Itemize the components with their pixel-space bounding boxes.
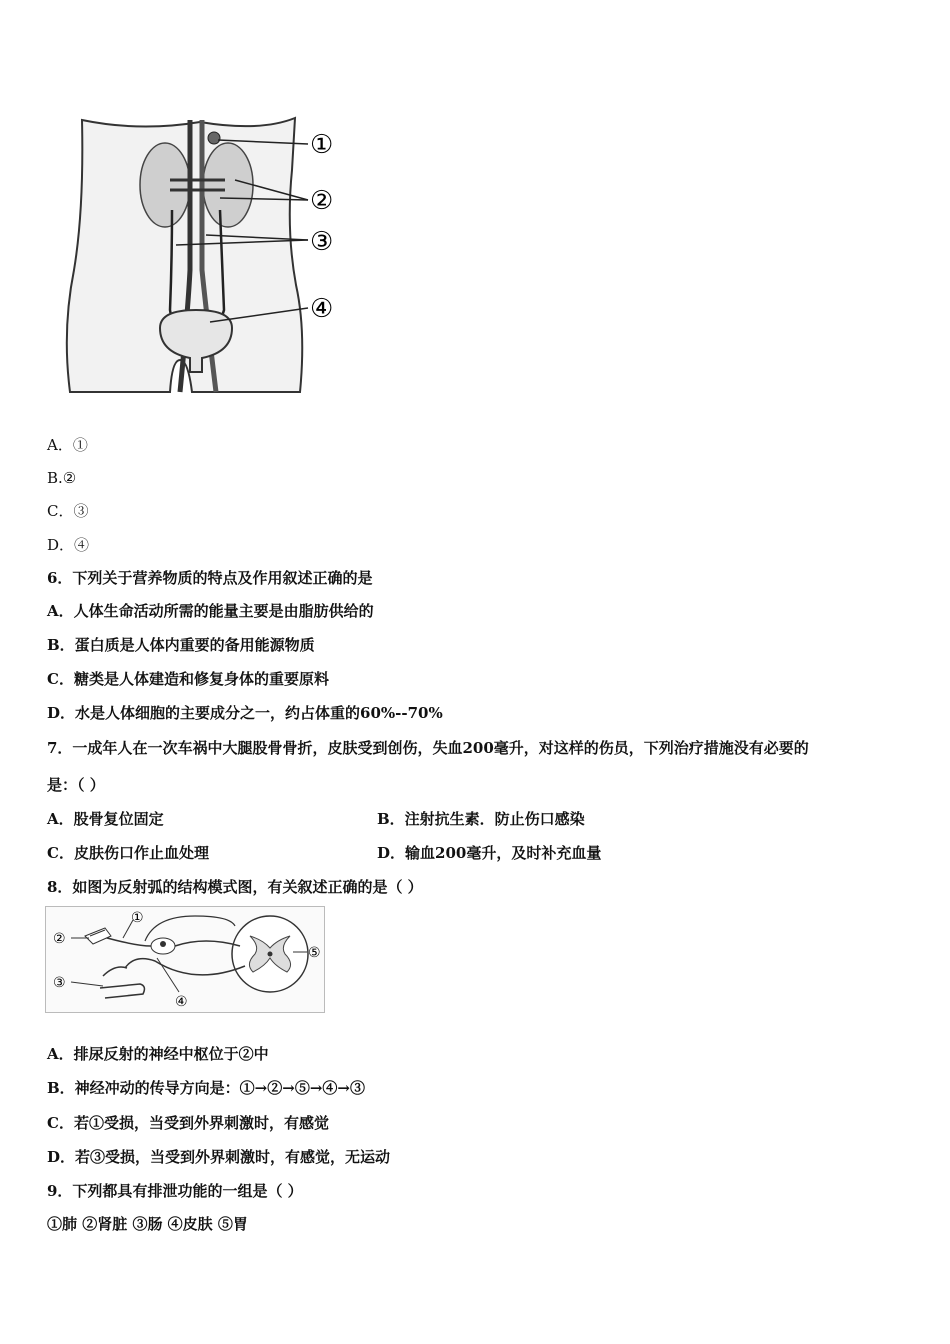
figure1-label-3: ③ [310, 227, 334, 257]
q7-option-d: D．输血200毫升，及时补充血量 [377, 844, 602, 862]
reflex-arc-figure [45, 906, 327, 1016]
q5-option-d: D．④ [47, 536, 90, 554]
q9-stem: 9．下列都具有排泄功能的一组是（ ） [47, 1182, 303, 1200]
q6-option-c: C．糖类是人体建造和修复身体的重要原料 [47, 670, 329, 688]
reflex-label-3: ③ [53, 975, 66, 991]
q9-items: ①肺 ②肾脏 ③肠 ④皮肤 ⑤胃 [47, 1215, 248, 1233]
q7-option-a: A．股骨复位固定 [47, 810, 164, 828]
reflex-label-1: ① [131, 910, 144, 926]
q7-stem-line1: 7．一成年人在一次车祸中大腿股骨骨折，皮肤受到创伤，失血200毫升，对这样的伤员，下列治疗措施没有必要的 [47, 739, 809, 757]
q8-option-a: A．排尿反射的神经中枢位于②中 [47, 1045, 269, 1063]
central-canal [268, 952, 273, 957]
figure1-label-2: ② [310, 186, 334, 216]
q5-option-c: C．③ [47, 502, 89, 520]
reflex-label-2: ② [53, 931, 66, 947]
figure1-label-4: ④ [310, 294, 334, 324]
q6-stem: 6．下列关于营养物质的特点及作用叙述正确的是 [47, 569, 373, 587]
left-kidney [140, 143, 190, 227]
figure1-label-1: ① [310, 130, 334, 160]
q6-option-b: B．蛋白质是人体内重要的备用能源物质 [47, 636, 315, 654]
q5-option-b: B.② [47, 469, 77, 487]
q7-option-b: B．注射抗生素．防止伤口感染 [377, 810, 585, 828]
ganglion-cell [160, 941, 166, 947]
q6-option-d: D．水是人体细胞的主要成分之一，约占体重的60%--70% [47, 704, 443, 722]
q8-option-b: B．神经冲动的传导方向是：①→②→⑤→④→③ [47, 1079, 365, 1097]
q5-option-a: A．① [47, 436, 88, 454]
q6-option-a: A．人体生命活动所需的能量主要是由脂肪供给的 [47, 602, 374, 620]
right-kidney [203, 143, 253, 227]
q7-stem-line2: 是：（ ） [47, 776, 105, 794]
urinary-system-figure [60, 110, 360, 400]
q8-stem: 8．如图为反射弧的结构模式图，有关叙述正确的是（ ） [47, 878, 423, 896]
reflex-label-4: ④ [175, 994, 188, 1010]
q7-option-c: C．皮肤伤口作止血处理 [47, 844, 209, 862]
q8-option-d: D．若③受损，当受到外界刺激时，有感觉，无运动 [47, 1148, 391, 1166]
adrenal-gland [208, 132, 220, 144]
q8-option-c: C．若①受损，当受到外界刺激时，有感觉 [47, 1114, 329, 1132]
reflex-label-5: ⑤ [308, 945, 321, 961]
